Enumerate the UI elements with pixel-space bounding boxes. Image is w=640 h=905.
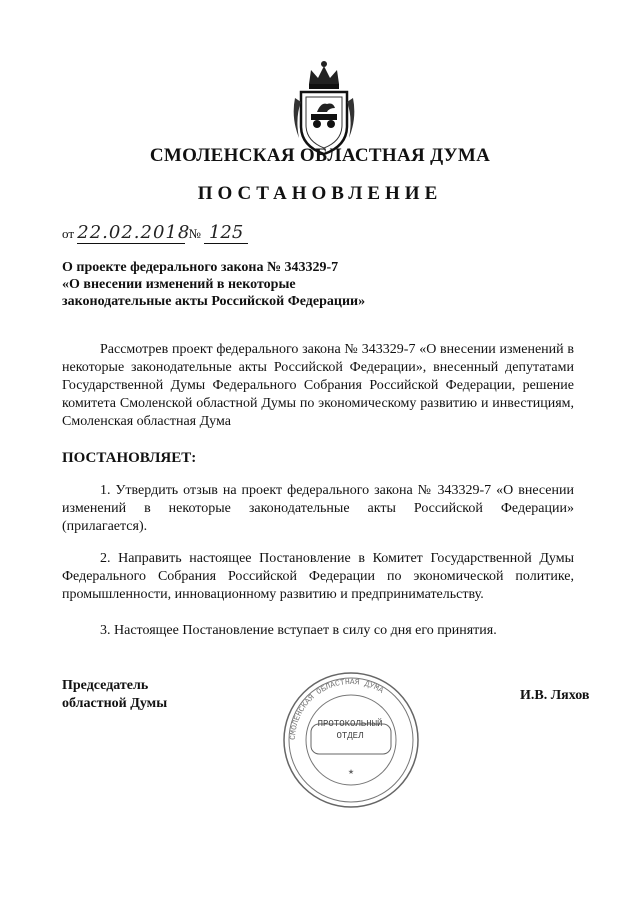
- signatory-name: И.В. Ляхов: [520, 688, 590, 703]
- signatory-title-line: Председатель: [62, 678, 149, 693]
- svg-text:★: ★: [347, 768, 355, 776]
- handwritten-number: 125: [204, 222, 248, 244]
- document-type: ПОСТАНОВЛЕНИЕ: [197, 183, 443, 204]
- preamble-paragraph: Рассмотрев проект федерального закона № 343329-7 «О внесении изменений в некоторые законодательные акты Российской Федерации», внесенный депутатами Государственной Думы Федерального Собрания Российской Федерации, решение комитета Смоленской областной Думы по экономическому развитию и инвестициям, Смоленская областная Дума: [62, 342, 574, 429]
- stamp-ring-text: СМОЛЕНСКАЯ ОБЛАСТНАЯ ДУМА: [288, 677, 385, 741]
- signatory-title: [62, 677, 167, 713]
- decree-heading: ПОСТАНОВЛЯЕТ:: [62, 450, 197, 466]
- handwritten-date: 22.02.2018: [77, 222, 191, 243]
- organization-name: СМОЛЕНСКАЯ ОБЛАСТНАЯ ДУМА: [149, 145, 491, 166]
- date-prefix: от: [62, 226, 75, 241]
- stamp-center-text: [305, 718, 395, 742]
- subject-line: законодательные акты Российской Федерации»: [62, 294, 366, 309]
- document-subject: [62, 259, 422, 310]
- date-number-line: [62, 222, 248, 244]
- decree-item-3: 3. Настоящее Постановление вступает в силу со дня его принятия.: [100, 623, 497, 638]
- decree-item-1: 1. Утвердить отзыв на проект федерального закона № 343329-7 «О внесении изменений в некоторые законодательные акты Российской Федерации» (прилагается).: [62, 483, 574, 534]
- stamp-center-line: ОТДЕЛ: [336, 731, 364, 741]
- subject-line: О проекте федерального закона № 343329-7: [62, 260, 339, 275]
- number-prefix: №: [188, 226, 201, 241]
- subject-line: «О внесении изменений в некоторые: [62, 277, 296, 292]
- signatory-title-line: областной Думы: [62, 696, 168, 711]
- stamp-center-line: ПРОТОКОЛЬНЫЙ: [317, 719, 383, 729]
- smolensk-coat-of-arms-icon: [287, 58, 361, 158]
- decree-item-2: 2. Направить настоящее Постановление в Комитет Государственной Думы Федерального Собрания Российской Федерации по экономической политике, промышленности, инновационному развитию и предпринимательству.: [62, 551, 574, 602]
